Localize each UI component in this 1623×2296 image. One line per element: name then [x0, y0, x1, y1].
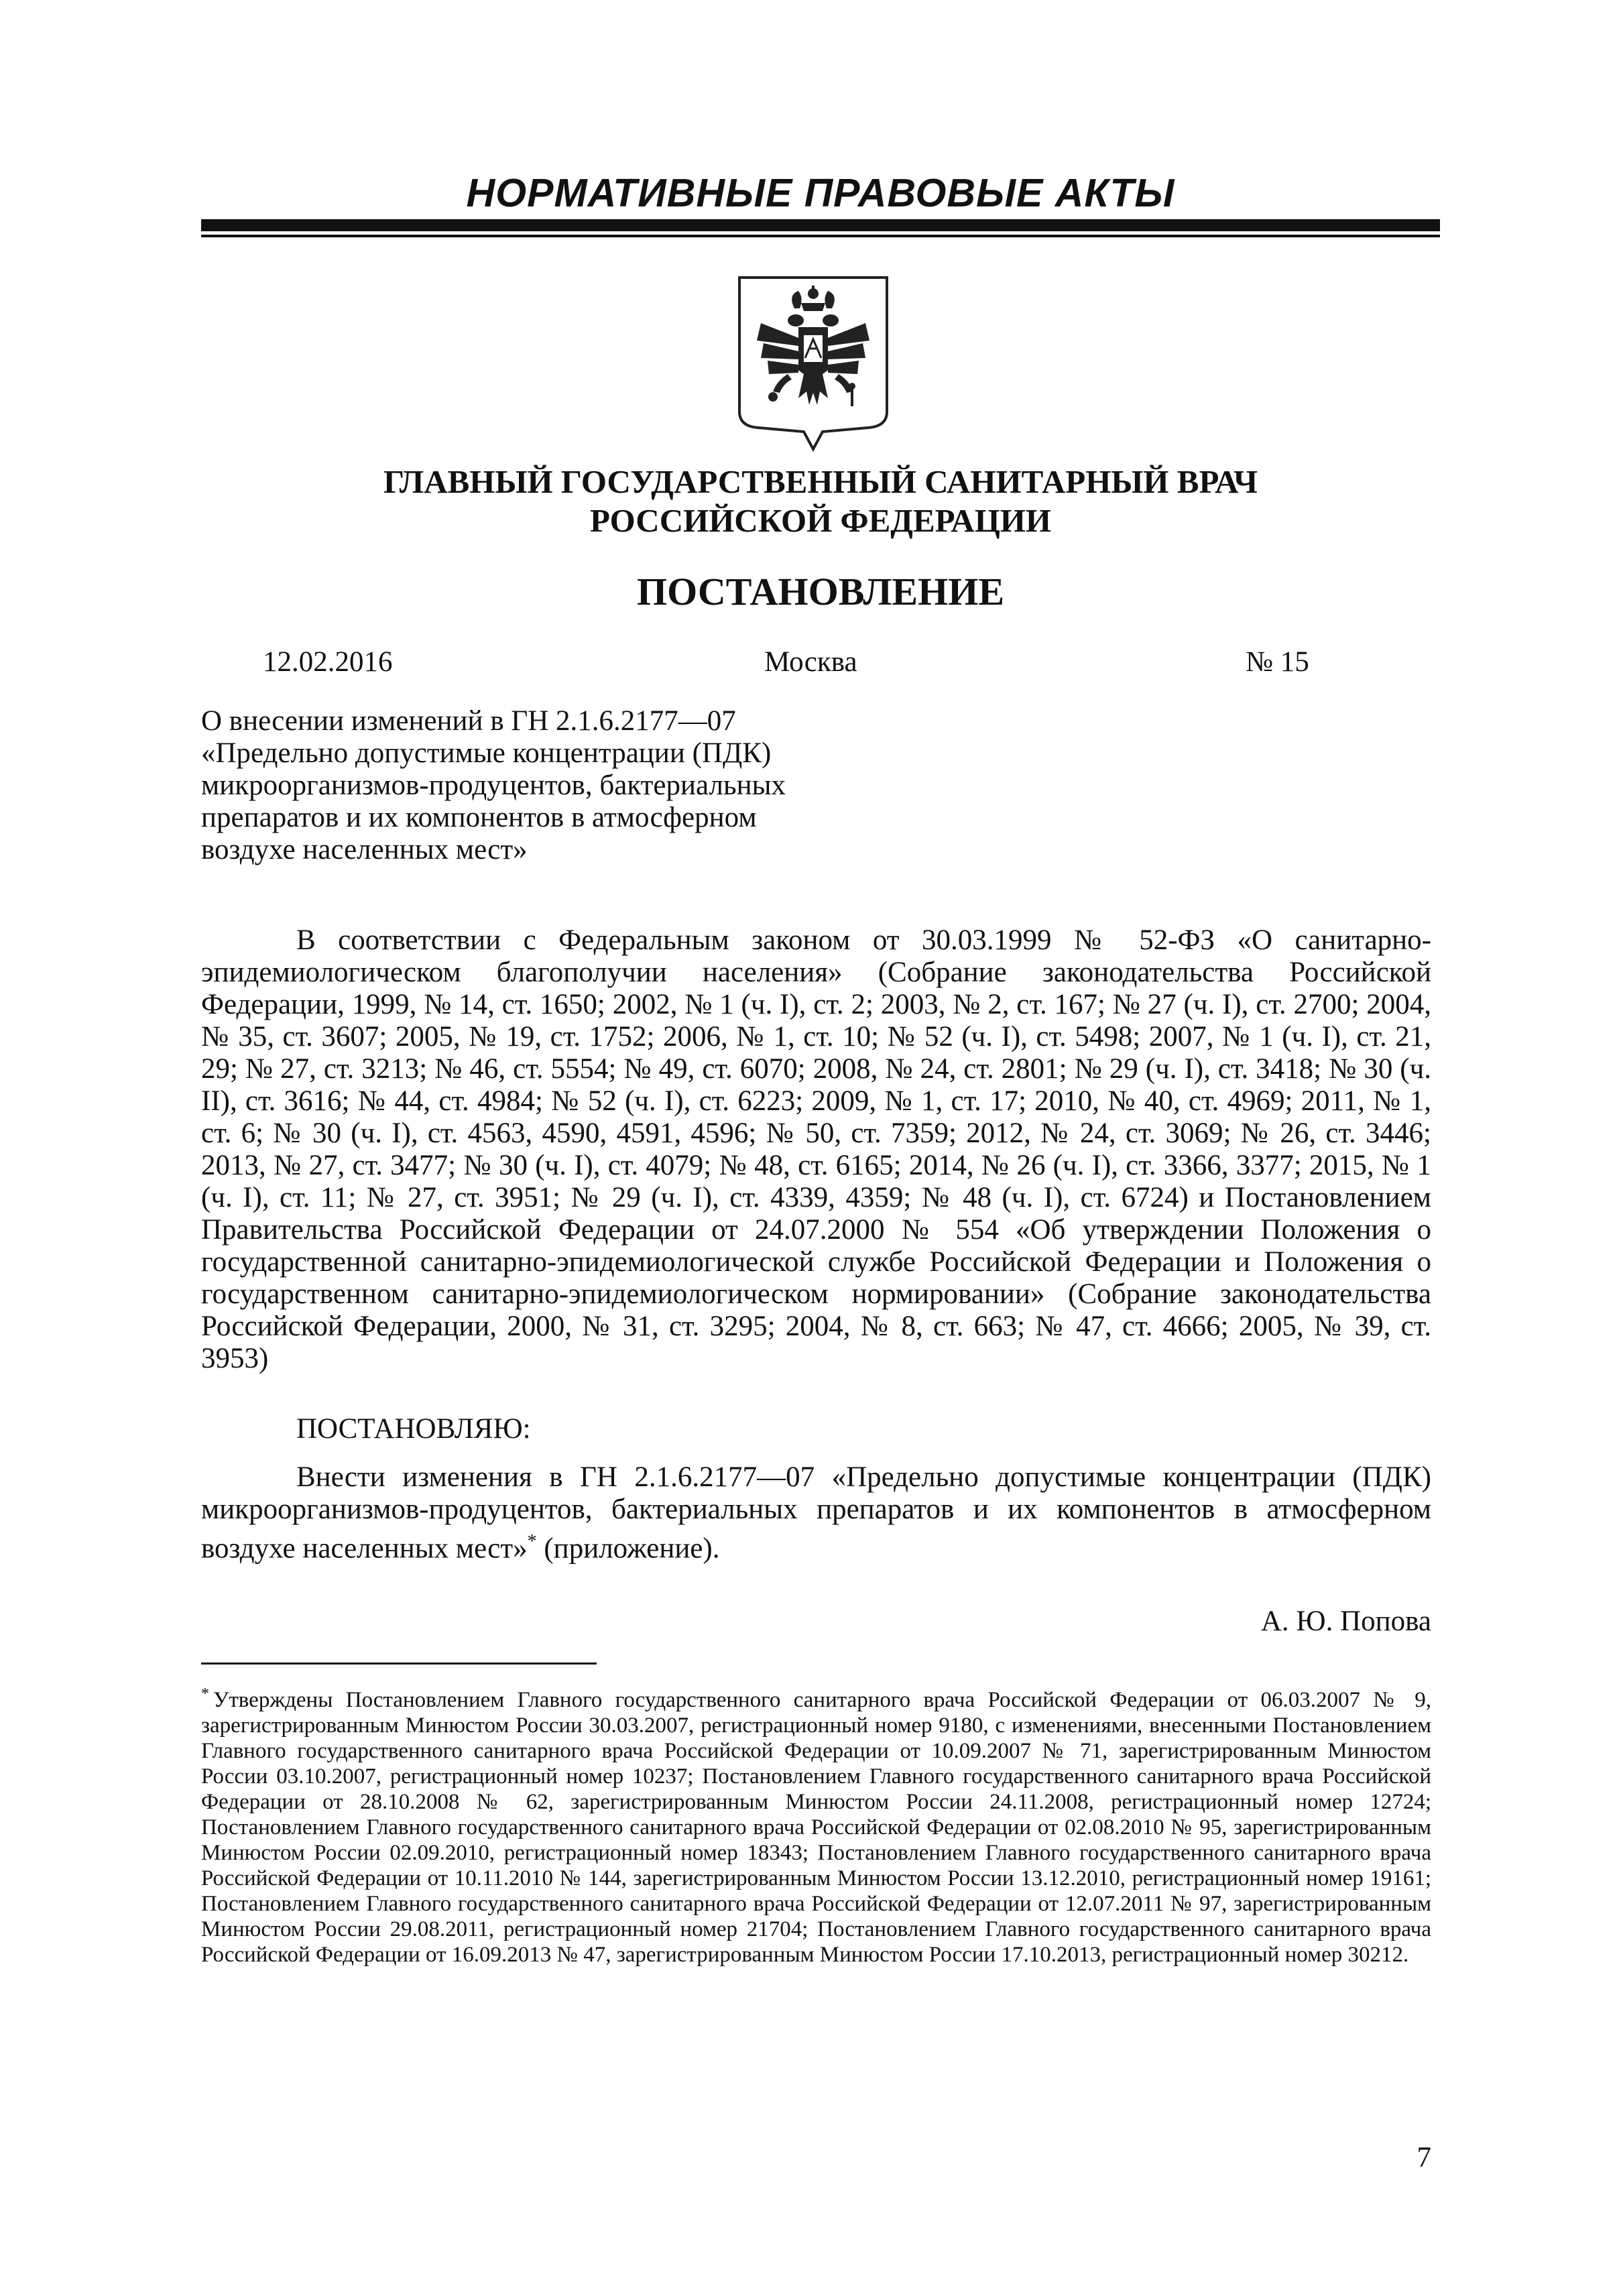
section-header: НОРМАТИВНЫЕ ПРАВОВЫЕ АКТЫ [466, 171, 1175, 215]
signature: А. Ю. Попова [1260, 1606, 1431, 1637]
subject-line: препаратов и их компонентов в атмосферном [201, 802, 757, 833]
document-subject [201, 705, 871, 866]
header-rule-thin [201, 235, 1440, 237]
issuer-line-2: РОССИЙСКОЙ ФЕДЕРАЦИИ [589, 502, 1052, 539]
footnote-marker: * [201, 1685, 209, 1703]
footnote [201, 1681, 1431, 1968]
decree-word: ПОСТАНОВЛЯЮ: [296, 1413, 531, 1445]
document-city: Москва [764, 646, 857, 678]
footnote-text: Утверждены Постановлением Главного государственного санитарного врача Российской Федерации от 06.03.2007 № 9, зарегистрированным Минюстом России 30.03.2007, регистрационный номер 9180, с изменениями, внесенными Постановлением Главного государственного санитарного врача Российской Федерации от 10.09.2007 № 71, зарегистрированным Минюстом России 03.10.2007, регистрационный номер 10237; Постановлением Главного государственного санитарного врача Российской Федерации от 28.10.2008 № 62, зарегистрированным Минюстом России 24.11.2008, регистрационный номер 12724; Постановлением Главного государственного санитарного врача Российской Федерации от 02.08.2010 № 95, зарегистрированным Минюстом России 02.09.2010, регистрационный номер 18343; Постановлением Главного государственного санитарного врача Российской Федерации от 10.11.2010 № 144, зарегистрированным Минюстом России 13.12.2010, регистрационный номер 19161; Постановлением Главного государственного санитарного врача Российской Федерации от 12.07.2011 № 97, зарегистрированным Минюстом России 29.08.2011, регистрационный номер 21704; Постановлением Главного государственного санитарного врача Российской Федерации от 16.09.2013 № 47, зарегистрированным Минюстом России 17.10.2013, регистрационный номер 30212. [201, 1688, 1431, 1967]
document-number: № 15 [1246, 646, 1309, 678]
body-paragraph: В соответствии с Федеральным законом от 30.03.1999 № 52-ФЗ «О санитарно-эпидемиологическом благополучии населения» (Собрание законодательства Российской Федерации, 1999, № 14, ст. 1650; 2002, № 1 (ч. I), ст. 2; 2003, № 2, ст. 167; № 27 (ч. I), ст. 2700; 2004, № 35, ст. 3607; 2005, № 19, ст. 1752; 2006, № 1, ст. 10; № 52 (ч. I), ст. 5498; 2007, № 1 (ч. I), ст. 21, 29; № 27, ст. 3213; № 46, ст. 5554; № 49, ст. 6070; 2008, № 24, ст. 2801; № 29 (ч. I), ст. 3418; № 30 (ч. II), ст. 3616; № 44, ст. 4984; № 52 (ч. I), ст. 6223; 2009, № 1, ст. 17; 2010, № 40, ст. 4969; 2011, № 1, ст. 6; № 30 (ч. I), ст. 4563, 4590, 4591, 4596; № 50, ст. 7359; 2012, № 24, ст. 3069; № 26, ст. 3446; 2013, № 27, ст. 3477; № 30 (ч. I), ст. 4079; № 48, ст. 6165; 2014, № 26 (ч. I), ст. 3366, 3377; 2015, № 1 (ч. I), ст. 11; № 27, ст. 3951; № 29 (ч. I), ст. 4339, 4359; № 48 (ч. I), ст. 6724) и Постановлением Правительства Российской Федерации от 24.07.2000 № 554 «Об утверждении Положения о государственной санитарно-эпидемиологической службе Российской Федерации и Положения о государственном санитарно-эпидемиологическом нормировании» (Собрание законодательства Российской Федерации, 2000, № 31, ст. 3295; 2004, № 8, ст. 663; № 47, ст. 4666; 2005, № 39, ст. 3953) [201, 924, 1431, 1374]
issuer-title [201, 463, 1440, 540]
document-date: 12.02.2016 [263, 646, 393, 678]
decision-tail: (приложение). [536, 1532, 720, 1565]
subject-line: воздухе населенных мест» [201, 834, 528, 865]
footnote-rule [201, 1663, 597, 1665]
document-type: ПОСТАНОВЛЕНИЕ [636, 570, 1005, 613]
subject-line: «Предельно допустимые концентрации (ПДК) [201, 737, 772, 769]
subject-line: микроорганизмов-продуцентов, бактериальных [201, 770, 786, 801]
decision-paragraph [201, 1461, 1431, 1565]
header-rule-thick [201, 219, 1440, 231]
footnote-marker: * [527, 1531, 537, 1552]
decision-text: Внести изменения в ГН 2.1.6.2177—07 «Предельно допустимые концентрации (ПДК) микроорганизмов-продуцентов, бактериальных препаратов и их компонентов в атмосферном воздухе населенных мест» [201, 1461, 1431, 1565]
subject-line: О внесении изменений в ГН 2.1.6.2177—07 [201, 705, 736, 737]
issuer-line-1: ГЛАВНЫЙ ГОСУДАРСТВЕННЫЙ САНИТАРНЫЙ ВРАЧ [383, 463, 1258, 500]
russian-coat-of-arms-icon [734, 274, 892, 452]
page-number: 7 [1417, 2142, 1431, 2173]
